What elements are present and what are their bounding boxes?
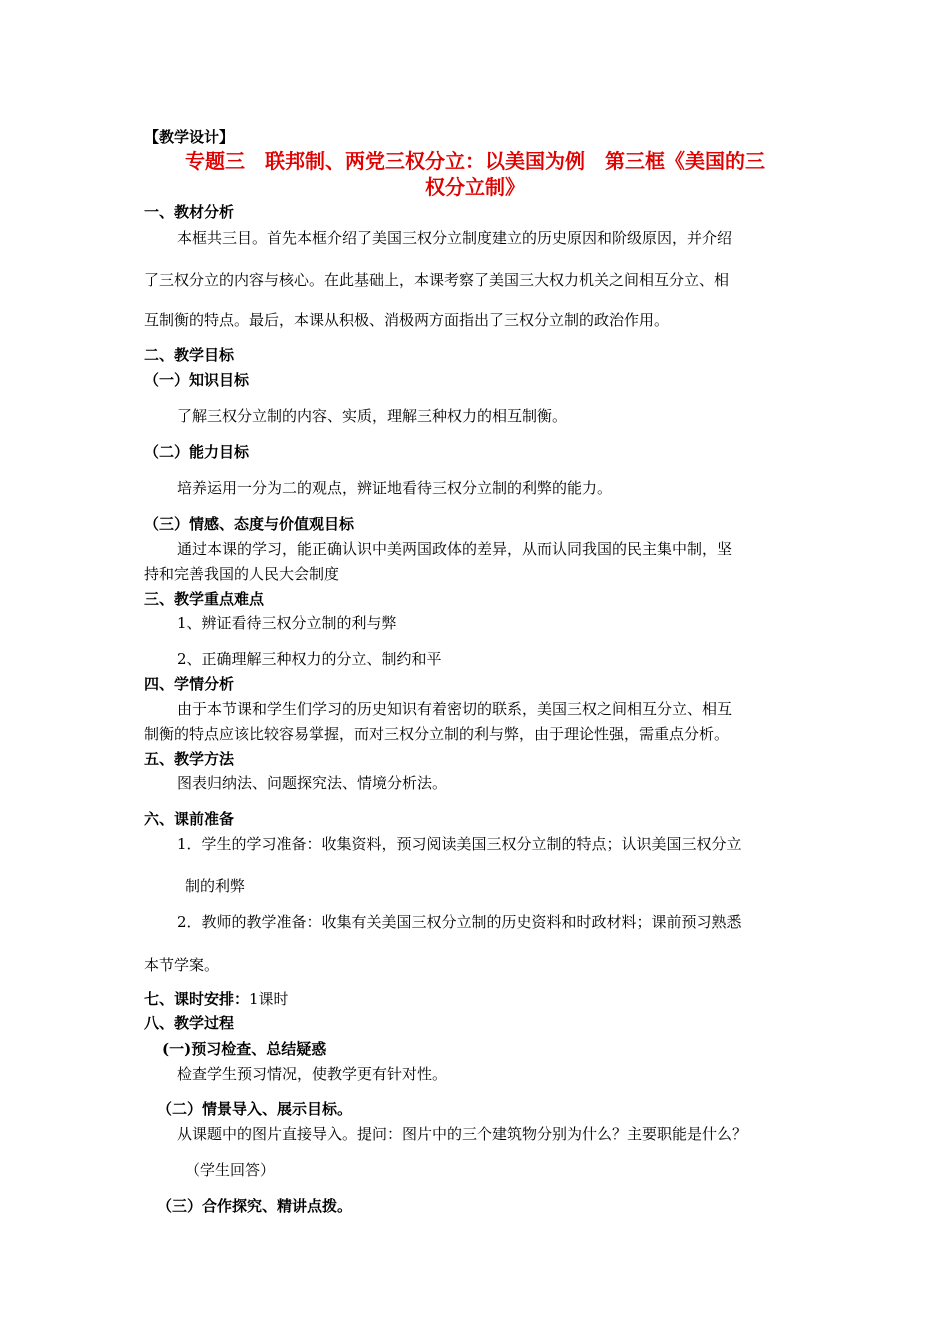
subheading-values: （三）情感、态度与价值观目标 <box>144 515 355 533</box>
section-heading-goals: 二、教学目标 <box>144 346 235 364</box>
section-heading-preparation: 六、课前准备 <box>144 810 235 828</box>
schedule-line <box>144 989 289 1009</box>
section-heading-methods: 五、教学方法 <box>144 750 235 768</box>
paragraph-line: 图表归纳法、问题探究法、情境分析法。 <box>177 774 448 792</box>
paragraph-line: 持和完善我国的人民大会制度 <box>144 565 340 583</box>
subheading-explore: （三）合作探究、精讲点拨。 <box>157 1197 353 1215</box>
list-item: 1、辨证看待三权分立制的利与弊 <box>177 614 397 632</box>
list-item: 2．教师的教学准备：收集有关美国三权分立制的历史资料和时政材料；课前预习熟悉 <box>177 913 742 931</box>
doc-title-line-1: 专题三 联邦制、两党三权分立：以美国为例 第三框《美国的三 <box>185 149 765 173</box>
paragraph-line: 通过本课的学习，能正确认识中美两国政体的差异，从而认同我国的民主集中制，坚 <box>177 540 733 558</box>
list-item: 2、正确理解三种权力的分立、制约和平 <box>177 650 442 668</box>
doc-title-line-2: 权分立制》 <box>425 175 525 199</box>
section-heading-process: 八、教学过程 <box>144 1014 235 1032</box>
section-heading-students: 四、学情分析 <box>144 675 235 693</box>
paragraph-line: 了三权分立的内容与核心。在此基础上，本课考察了美国三大权力机关之间相互分立、相 <box>144 271 730 289</box>
doc-tag: 【教学设计】 <box>144 128 235 146</box>
paragraph-line: 互制衡的特点。最后，本课从积极、消极两方面指出了三权分立制的政治作用。 <box>144 311 670 329</box>
subheading-preview: (一)预习检查、总结疑惑 <box>162 1040 327 1058</box>
subheading-intro: （二）情景导入、展示目标。 <box>157 1100 353 1118</box>
section-heading-keypoints: 三、教学重点难点 <box>144 590 265 608</box>
paragraph-line: 制衡的特点应该比较容易掌握，而对三权分立制的利与弊，由于理论性强，需重点分析。 <box>144 725 730 743</box>
subheading-knowledge: （一）知识目标 <box>144 371 250 389</box>
list-item-continuation: 本节学案。 <box>144 956 220 974</box>
section-heading-materials: 一、教材分析 <box>144 203 235 221</box>
paragraph-line: 培养运用一分为二的观点，辨证地看待三权分立制的利弊的能力。 <box>177 479 613 497</box>
list-item-continuation: 制的利弊 <box>185 877 246 895</box>
paragraph-line: 检查学生预习情况，使教学更有针对性。 <box>177 1065 448 1083</box>
paragraph-line: 从课题中的图片直接导入。提问：图片中的三个建筑物分别为什么？主要职能是什么？ <box>177 1125 748 1143</box>
paragraph-line: 本框共三目。首先本框介绍了美国三权分立制度建立的历史原因和阶级原因，并介绍 <box>177 229 733 247</box>
paragraph-line: （学生回答） <box>185 1161 276 1179</box>
paragraph-line: 了解三权分立制的内容、实质，理解三种权力的相互制衡。 <box>177 407 568 425</box>
schedule-value: 1课时 <box>249 990 289 1008</box>
subheading-ability: （二）能力目标 <box>144 443 250 461</box>
paragraph-line: 由于本节课和学生们学习的历史知识有着密切的联系，美国三权之间相互分立、相互 <box>177 700 733 718</box>
section-heading-schedule: 七、课时安排： <box>144 990 250 1008</box>
list-item: 1．学生的学习准备：收集资料，预习阅读美国三权分立制的特点；认识美国三权分立 <box>177 835 742 853</box>
